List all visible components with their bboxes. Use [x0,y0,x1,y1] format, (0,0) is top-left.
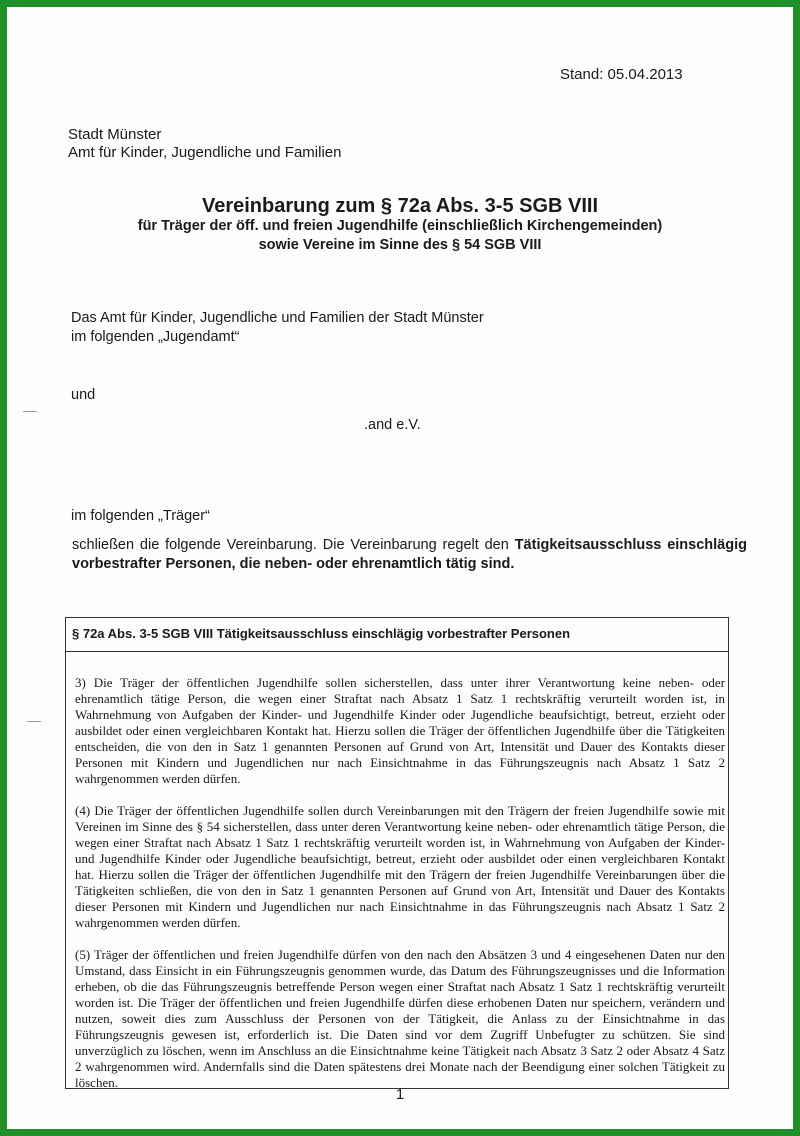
subtitle-line-2: sowie Vereine im Sinne des § 54 SGB VIII [258,237,542,253]
sender-office: Amt für Kinder, Jugendliche und Familien [68,144,342,161]
sender-address [68,126,341,162]
party-two-name: .and e.V. [364,417,421,433]
party-one [71,309,484,347]
party-one-label: im folgenden „Jugendamt“ [71,329,240,345]
law-paragraph-5: (5) Träger der öffentlichen und freien Jugendhilfe dürfen von den nach den Absätzen 3 und 4 eingesehenen Daten nur den Umstand, dass Einsicht in ein Führungszeugnis genommen wurde, das Datum des Führungszeugnisses und die Information erheben, ob die das Führungszeugnis betreffende Person wegen einer Straftat nach Absatz 1 Satz 1 rechtskräftig verurteilt worden ist. Die Träger der öffentlichen und freien Jugendhilfe dürfen diese erhobenen Daten nur speichern, verändern und nutzen, soweit dies zum Ausschluss der Personen von der Tätigkeit, die Anlass zu der Einsichtnahme in das Führungszeugnis gewesen ist, erforderlich ist. Die Daten sind vor dem Zugriff Unbefugter zu schützen. Sie sind unverzüglich zu löschen, wenn im Anschluss an die Einsichtnahme keine Tätigkeit nach Absatz 3 Satz 2 oder Absatz 4 Satz 2 wahrgenommen wird. Andernfalls sind die Daten spätestens drei Monate nach der Beendigung einer solchen Tätigkeit zu löschen. [75,947,725,1090]
law-excerpt-divider [66,651,728,652]
law-paragraph-3: 3) Die Träger der öffentlichen Jugendhilfe sollen sicherstellen, dass unter ihrer Verantwortung keine neben- oder ehrenamtlich tätige Person, die wegen einer Straftat nach Absatz 1 Satz 1 rechtskräftig verurteilt worden ist, in Wahrnehmung von Aufgaben der Kinder- und Jugendhilfe Kinder oder Jugendliche beaufsichtigt, betreut, erzieht oder ausbildet oder einen vergleichbaren Kontakt hat. Hierzu sollen die Träger der öffentlichen Jugendhilfe über die Tätigkeiten entscheiden, die von den in Satz 1 genannten Personen auf Grund von Art, Intensität und Dauer des Kontakts dieser Personen mit Kindern und Jugendlichen nur nach Einsichtnahme in das Führungszeugnis nach Absatz 1 Satz 2 wahrgenommen werden dürfen. [75,675,725,786]
page-number: 1 [395,1086,405,1103]
date-stamp: Stand: 05.04.2013 [560,66,683,83]
scan-mark [23,411,37,412]
subtitle-line-1: für Träger der öff. und freien Jugendhilfe (einschließlich Kirchengemeinden) [137,218,663,234]
document-title: Vereinbarung zum § 72a Abs. 3-5 SGB VIII [201,195,599,217]
law-excerpt-box [65,617,729,1089]
conjunction-und: und [71,387,96,403]
agreement-text: schließen die folgende Vereinbarung. Die Vereinbarung regelt den [72,537,515,553]
agreement-statement [72,536,747,574]
party-one-name: Das Amt für Kinder, Jugendliche und Familien der Stadt Münster [71,310,484,326]
document-subtitle [7,217,793,255]
agreement-subject: Tätigkeitsausschluss einschlägig vorbestrafter Personen, die neben- oder ehrenamtlich tätig sind. [72,537,747,572]
law-excerpt-title: § 72a Abs. 3-5 SGB VIII Tätigkeitsausschluss einschlägig vorbestrafter Personen [72,626,571,641]
sender-city: Stadt Münster [68,126,162,143]
law-paragraph-4: (4) Die Träger der öffentlichen Jugendhilfe sollen durch Vereinbarungen mit den Trägern der freien Jugendhilfe sowie mit Vereinen im Sinne des § 54 sicherstellen, dass unter deren Verantwortung keine neben- oder ehrenamtlich tätige Person, die wegen einer Straftat nach Absatz 1 Satz 1 rechtskräftig verurteilt worden ist, in Wahrnehmung von Aufgaben der Kinder- und Jugendhilfe Kinder oder Jugendliche beaufsichtigt, betreut, erzieht oder ausbildet oder einen vergleichbaren Kontakt hat. Hierzu sollen die Träger der öffentlichen Jugendhilfe mit den Trägern der freien Jugendhilfe Vereinbarungen über die Tätigkeiten schließen, die von den in Satz 1 genannten Personen auf Grund von Art, Intensität und Dauer des Kontakts dieser Personen mit Kindern und Jugendlichen nur nach Einsichtnahme in das Führungszeugnis nach Absatz 1 Satz 2 wahrgenommen werden dürfen. [75,803,725,930]
scan-mark [27,721,41,722]
document-page [7,7,793,1129]
party-two-label: im folgenden „Träger“ [71,508,210,524]
